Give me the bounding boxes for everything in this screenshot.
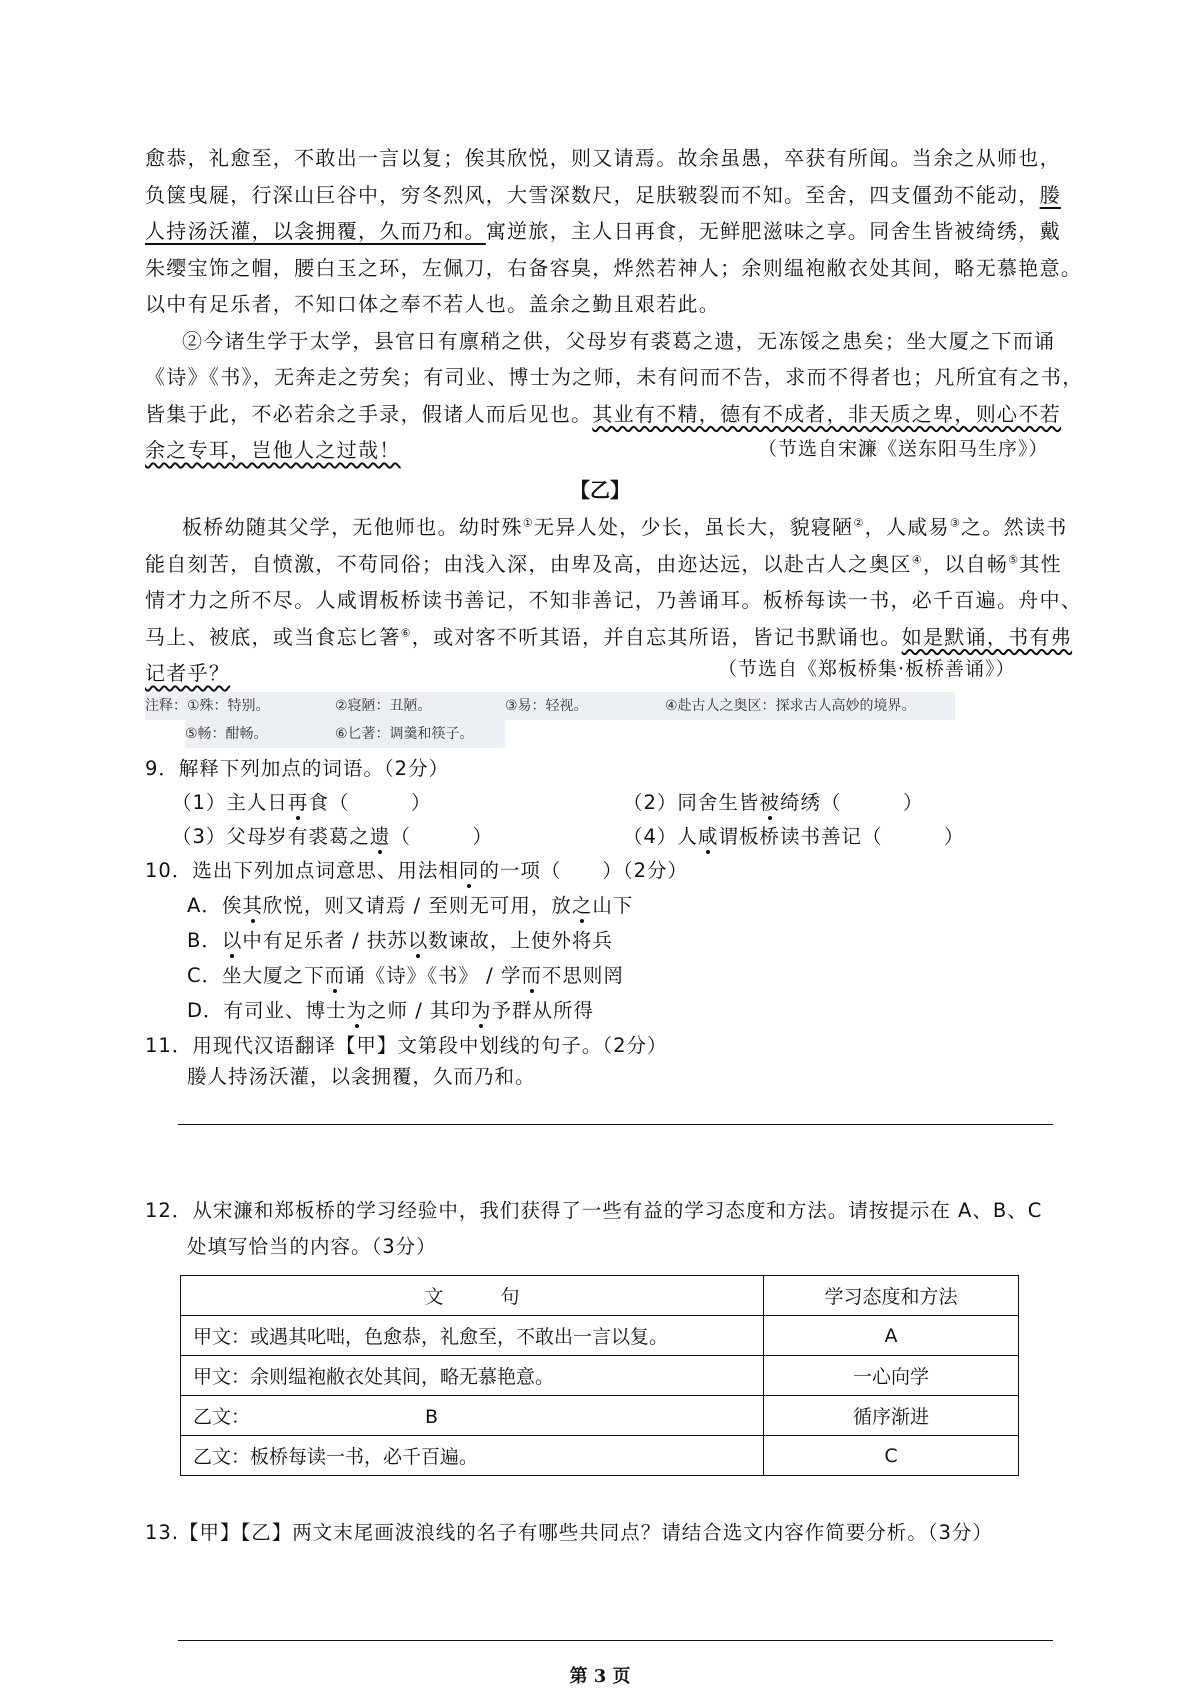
wavy-underlined-sentence: 记者乎？ (145, 661, 231, 685)
answer-line[interactable] (178, 1640, 1053, 1641)
table-row (181, 1316, 1019, 1356)
passage-line: 愈恭，礼愈至，不敢出一言以复；俟其欣悦，则又请焉。故余虽愚，卒获有所闻。当余之从师也， (145, 146, 1061, 170)
table-header: 学习态度和方法 (764, 1276, 1019, 1316)
passage-line: 皆集于此，不必若余之手录，假诸人而后见也。其业有不精，德有不成者，非天质之卑，则心不若 (145, 401, 1061, 426)
underlined-text: 媵 (1039, 182, 1061, 207)
table-cell: 甲文：或遇其叱咄，色愈恭，礼愈至，不敢出一言以复。 (181, 1316, 764, 1356)
source-citation: （节选自宋濂《送东阳马生序》） (758, 438, 1049, 460)
question-9: 9．解释下列加点的词语。（2分） (145, 757, 450, 780)
table-row (181, 1356, 1019, 1396)
q10-option-b: B．以中有足乐者 / 扶苏以数谏故，上使外将兵 (187, 929, 613, 952)
table-cell: 一心向学 (764, 1356, 1019, 1396)
note-label: 注释：①殊：特别。 (145, 692, 295, 720)
question-10: 10．选出下列加点词意思、用法相同的一项（ ）（2分） (145, 859, 689, 882)
q9-item-2: （2）同舍生皆被绮绣（ ） (623, 791, 924, 814)
note: ⑥匕著：调羹和筷子。 (295, 720, 505, 748)
question-11: 11．用现代汉语翻译【甲】文第段中划线的句子。（2分） (145, 1034, 668, 1057)
question-12: 12．从宋濂和郑板桥的学习经验中，我们获得了一些有益的学习态度和方法。请按提示在 A、B、C (145, 1199, 1043, 1222)
source-citation: （节选自《郑板桥集·板桥善诵》） (718, 658, 1016, 680)
answer-cell-c[interactable]: C (764, 1436, 1019, 1476)
wavy-underlined-sentence: 如是默诵，书有弗 (901, 624, 1073, 649)
wavy-underlined-sentence: 余之专耳，岂他人之过哉！ (145, 438, 401, 462)
question-12-cont: 处填写恰当的内容。（3分） (187, 1235, 437, 1258)
note: ②寝陋：丑陋。 (295, 692, 505, 720)
passage-line: 负箧曳屣，行深山巨谷中，穷冬烈风，大雪深数尺，足肤皲裂而不知。至舍，四支僵劲不能动，媵 (145, 182, 1061, 207)
q10-option-c: C．坐大厦之下而诵《诗》《书》 / 学而不思则罔 (187, 964, 624, 987)
passage-line: 人持汤沃灌，以衾拥覆，久而乃和。寓逆旅，主人日再食，无鲜肥滋味之享。同舍生皆被绮绣，戴 (145, 219, 1061, 243)
note: ③易：轻视。 (505, 692, 665, 720)
page-number: 第 3 页 (569, 1666, 631, 1687)
passage-line: 《诗》《书》，无奔走之劳矣；有司业、博士为之师，未有问而不告，求而不得者也；凡所宜有之书， (145, 365, 1084, 389)
table-cell[interactable]: 乙文： B (181, 1396, 764, 1436)
answer-cell-b: B (425, 1406, 439, 1428)
table-row (181, 1396, 1019, 1436)
answer-line[interactable] (178, 1124, 1053, 1125)
table-cell: 甲文：余则缊袍敝衣处其间，略无慕艳意。 (181, 1356, 764, 1396)
passage-line: 马上、被底，或当食忘匕箸⑥，或对客不听其语，并自忘其所语，皆记书默诵也。如是默诵，书有弗 (145, 624, 1073, 649)
section-heading-yi: 【乙】 (570, 478, 630, 502)
answer-cell-a[interactable]: A (764, 1316, 1019, 1356)
passage-line: ②今诸生学于太学，县官日有廪稍之供，父母岁有裘葛之遗，无冻馁之患矣；坐大厦之下而诵 (182, 328, 1056, 353)
table-row (181, 1436, 1019, 1476)
table-header: 文 句 (181, 1276, 764, 1316)
q9-item-1: （1）主人日再食（ ） (172, 791, 432, 814)
passage-line: 板桥幼随其父学，无他师也。幼时殊①无异人处，少长，虽长大，貌寝陋②，人咸易③之。然读书 (182, 515, 1068, 539)
q12-table (180, 1275, 1019, 1476)
note: ④赴古人之奥区：探求古人高妙的境界。 (665, 692, 955, 720)
passage-line: 以中有足乐者，不知口体之奉不若人也。盖余之勤且艰若此。 (145, 292, 721, 316)
wavy-underlined-sentence: 其业有不精，德有不成者，非天质之卑，则心不若 (592, 401, 1061, 426)
q10-option-a: A．俟其欣悦，则又请焉 / 至则无可用，放之山下 (187, 894, 634, 917)
q10-option-d: D．有司业、博士为之师 / 其印为予群从所得 (187, 999, 595, 1022)
note: ⑤畅：酣畅。 (185, 720, 295, 748)
annotations (145, 692, 955, 748)
table-cell: 循序渐进 (764, 1396, 1019, 1436)
passage-line: 能自刻苦，自愤激，不苟同俗；由浅入深，由卑及高，由迩达远，以赴古人之奥区④，以自畅⑤其性 (145, 551, 1062, 576)
table-cell: 乙文：板桥每读一书，必千百遍。 (181, 1436, 764, 1476)
q9-item-4: （4）人咸谓板桥读书善记（ ） (623, 825, 965, 848)
passage-line: 情才力之所不尽。人咸谓板桥读书善记，不知非善记，乃善诵耳。板桥每读一书，必千百遍。舟中、 (145, 588, 1083, 612)
passage-line: 朱缨宝饰之帽，腰白玉之环，左佩刀，右备容臭，烨然若神人；余则缊袍敝衣处其间，略无慕艳意。 (145, 255, 1083, 280)
q9-item-3: （3）父母岁有裘葛之遗（ ） (172, 825, 493, 848)
table-header-row (181, 1276, 1019, 1316)
passage-jia (145, 140, 1084, 469)
underlined-sentence: 人持汤沃灌，以衾拥覆，久而乃和。 (145, 219, 486, 243)
q11-sentence: 媵人持汤沃灌，以衾拥覆，久而乃和。 (187, 1065, 536, 1088)
question-13: 13.【甲】【乙】两文末尾画波浪线的名子有哪些共同点？请结合选文内容作简要分析。（3分） (145, 1521, 993, 1544)
